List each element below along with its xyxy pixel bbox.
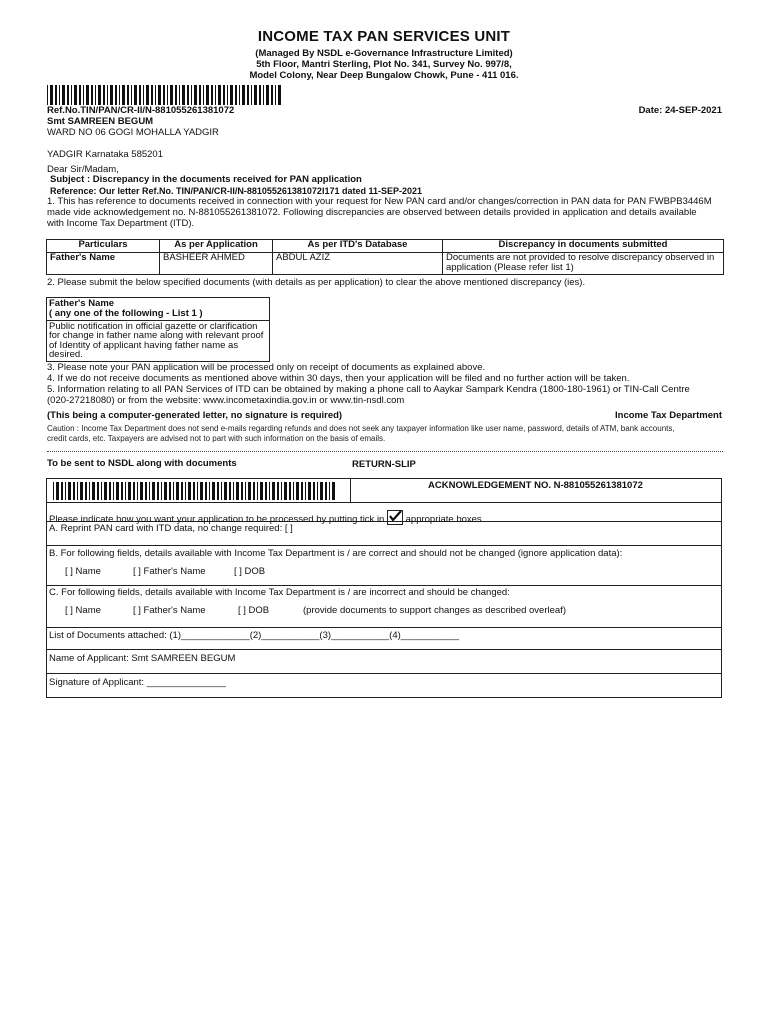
- managed-by: (Managed By NSDL e-Governance Infrastructure Limited): [255, 48, 513, 59]
- address-line-1: 5th Floor, Mantri Sterling, Plot No. 341, Survey No. 997/8,: [256, 59, 512, 70]
- letter-title: INCOME TAX PAN SERVICES UNIT: [257, 28, 511, 45]
- send-note: To be sent to NSDL along with documents: [47, 458, 237, 469]
- indicate-post: appropriate boxes.: [405, 514, 485, 525]
- table-cell: ABDUL AZIZ: [273, 253, 443, 275]
- option-c-row: [46, 585, 722, 628]
- signature-row: [46, 673, 722, 698]
- list-1-title-line-2: ( any one of the following - List 1 ): [49, 307, 203, 319]
- department-name: Income Tax Department: [615, 410, 722, 421]
- column-header: Discrepancy in documents submitted: [443, 240, 724, 253]
- option-b-name-checkbox[interactable]: [ ] Name: [65, 566, 101, 577]
- list-1-title-line-1: Father's Name: [49, 298, 115, 309]
- subject-label: Subject: [50, 174, 85, 185]
- option-b-father-name-checkbox[interactable]: [ ] Father's Name: [133, 566, 206, 577]
- option-c-text: C. For following fields, details available with Income Tax Department is / are incorrect and should be changed:: [49, 587, 510, 598]
- subject-text: : Discrepancy in the documents received for PAN application: [86, 174, 362, 185]
- table-cell: Documents are not provided to resolve discrepancy observed in application (Please refer list 1): [443, 253, 724, 275]
- paragraph-1-line-1: 1. This has reference to documents received in connection with your request for New PAN card and/or changes/correction in PAN data for PAN FWBPB3446M: [47, 196, 712, 207]
- paragraph-4: 4. If we do not receive documents as mentioned above within 30 days, then your application will be filed and no further action will be taken.: [47, 373, 630, 384]
- table-header-row: [47, 240, 724, 253]
- paragraph-1-line-3: with Income Tax Department (ITD).: [47, 218, 195, 229]
- column-header: As per Application: [160, 240, 273, 253]
- documents-row: [46, 627, 722, 650]
- option-c-note: (provide documents to support changes as described overleaf): [303, 605, 566, 616]
- option-a-row: [46, 521, 722, 546]
- option-c-father-name-checkbox[interactable]: [ ] Father's Name: [133, 605, 206, 616]
- paragraph-1-line-2: made vide acknowledgement no. N-881055261381072. Following discrepancies are observed between details provided in application and details available: [47, 207, 697, 218]
- option-a-text[interactable]: A. Reprint PAN card with ITD data, no change required: [ ]: [49, 523, 293, 534]
- applicant-name-row: [46, 649, 722, 674]
- addressee-line-2: YADGIR Karnataka 585201: [47, 149, 164, 160]
- option-b-dob-checkbox[interactable]: [ ] DOB: [234, 566, 266, 577]
- reference-line: Reference: Our letter Ref.No. TIN/PAN/CR-II/N-881055261381072I171 dated 11-SEP-2021: [50, 186, 422, 196]
- address-line-2: Model Colony, Near Deep Bungalow Chowk, Pune - 411 016.: [249, 70, 519, 81]
- caution-line-2: credit cards, etc. Taxpayers are advised not to part with such information on the basis of emails.: [47, 434, 386, 443]
- option-b-row: [46, 545, 722, 586]
- cut-line-divider: [47, 451, 723, 452]
- letter-date: Date: 24-SEP-2021: [638, 105, 722, 116]
- paragraph-2: 2. Please submit the below specified documents (with details as per application) to clear the above mentioned discrepancy (ies).: [47, 277, 586, 288]
- paragraph-5-line-1: 5. Information relating to all PAN Services of ITD can be obtained by making a phone call to Aaykar Sampark Kendra (1800-180-1961) or TIN-Call Centre: [47, 384, 690, 395]
- slip-barcode-row: [46, 478, 722, 503]
- table-cell: BASHEER AHMED: [160, 253, 273, 275]
- applicant-name: Name of Applicant: Smt SAMREEN BEGUM: [49, 653, 236, 664]
- indicate-pre: Please indicate how you want your application to be processed by putting tick in: [49, 514, 385, 525]
- slip-divider: [350, 479, 351, 502]
- table-row: [47, 253, 724, 275]
- table-cell: Father's Name: [47, 253, 160, 275]
- paragraph-5-line-2: (020-27218080) or from the website: www.incometaxindia.gov.in or www.tin-nsdl.com: [47, 395, 405, 406]
- barcode-icon: [53, 482, 337, 500]
- subject-line: [50, 175, 362, 186]
- option-c-name-checkbox[interactable]: [ ] Name: [65, 605, 101, 616]
- indicate-row: [46, 502, 722, 525]
- return-slip-title: RETURN-SLIP: [352, 459, 416, 470]
- discrepancy-table: [46, 239, 724, 275]
- list-1-title: [47, 298, 269, 319]
- signature-field[interactable]: Signature of Applicant: _______________: [49, 677, 226, 688]
- option-c-dob-checkbox[interactable]: [ ] DOB: [238, 605, 270, 616]
- list-1-box: [46, 297, 270, 362]
- acknowledgement-number: ACKNOWLEDGEMENT NO. N-881055261381072: [428, 480, 643, 491]
- ref-number: Ref.No.TIN/PAN/CR-II/N-881055261381072: [47, 105, 235, 116]
- addressee-line-1: WARD NO 06 GOGI MOHALLA YADGIR: [47, 127, 219, 138]
- salutation: Dear Sir/Madam,: [47, 164, 119, 175]
- barcode-icon: [47, 85, 285, 105]
- column-header: Particulars: [47, 240, 160, 253]
- option-b-text: B. For following fields, details available with Income Tax Department is / are correct and should not be changed (ignore application data):: [49, 548, 623, 559]
- caution-line-1: Caution : Income Tax Department does not send e-mails regarding refunds and does not seek any taxpayer information like user name, password, details of ATM, bank accounts,: [47, 424, 675, 433]
- list-1-item: Public notification in official gazette or clarification for change in father name along with relevant proof of Identity of applicant having father name as desired.: [47, 320, 269, 361]
- column-header: As per ITD's Database: [273, 240, 443, 253]
- addressee-name: Smt SAMREEN BEGUM: [47, 116, 154, 127]
- computer-generated-note: (This being a computer-generated letter, no signature is required): [47, 410, 343, 421]
- documents-attached-field[interactable]: List of Documents attached: (1)_____________(2)___________(3)___________(4)___________: [49, 630, 459, 641]
- paragraph-3: 3. Please note your PAN application will be processed only on receipt of documents as explained above.: [47, 362, 486, 373]
